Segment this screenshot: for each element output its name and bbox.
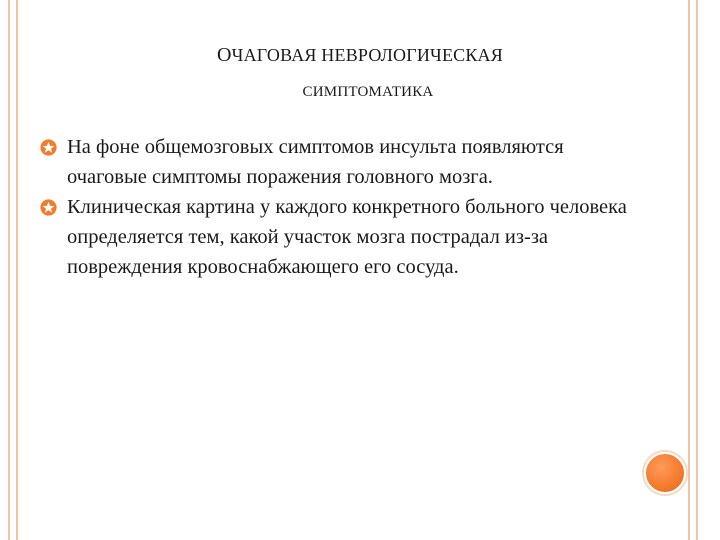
bullet-item: [40, 132, 640, 192]
decorative-circle-icon: [644, 452, 686, 494]
star-icon: [40, 139, 57, 156]
left-border-rule-outer: [8, 0, 10, 540]
bullet-text: На фоне общемозговых симптомов инсульта появляются очаговые симптомы поражения головного мозга.: [67, 136, 564, 188]
right-border-rule-outer: [696, 0, 698, 540]
bullet-text: Клиническая картина у каждого конкретного больного человека определяется тем, какой участок мозга пострадал из-за повреждения кровоснабжающего его сосуда.: [67, 196, 627, 278]
right-border-rule-inner: [688, 0, 690, 540]
bullet-item: [40, 192, 640, 282]
bullet-list: [40, 132, 640, 282]
slide-title-line2: СИМПТОМАТИКА: [302, 84, 434, 100]
star-icon: [40, 199, 57, 216]
title-line1-text: ЧАГОВАЯ НЕВРОЛОГИЧЕСКАЯ: [231, 45, 503, 65]
slide-title-line1: [40, 44, 680, 67]
title-initial-cap: О: [217, 44, 232, 66]
left-border-rule-inner: [16, 0, 18, 540]
